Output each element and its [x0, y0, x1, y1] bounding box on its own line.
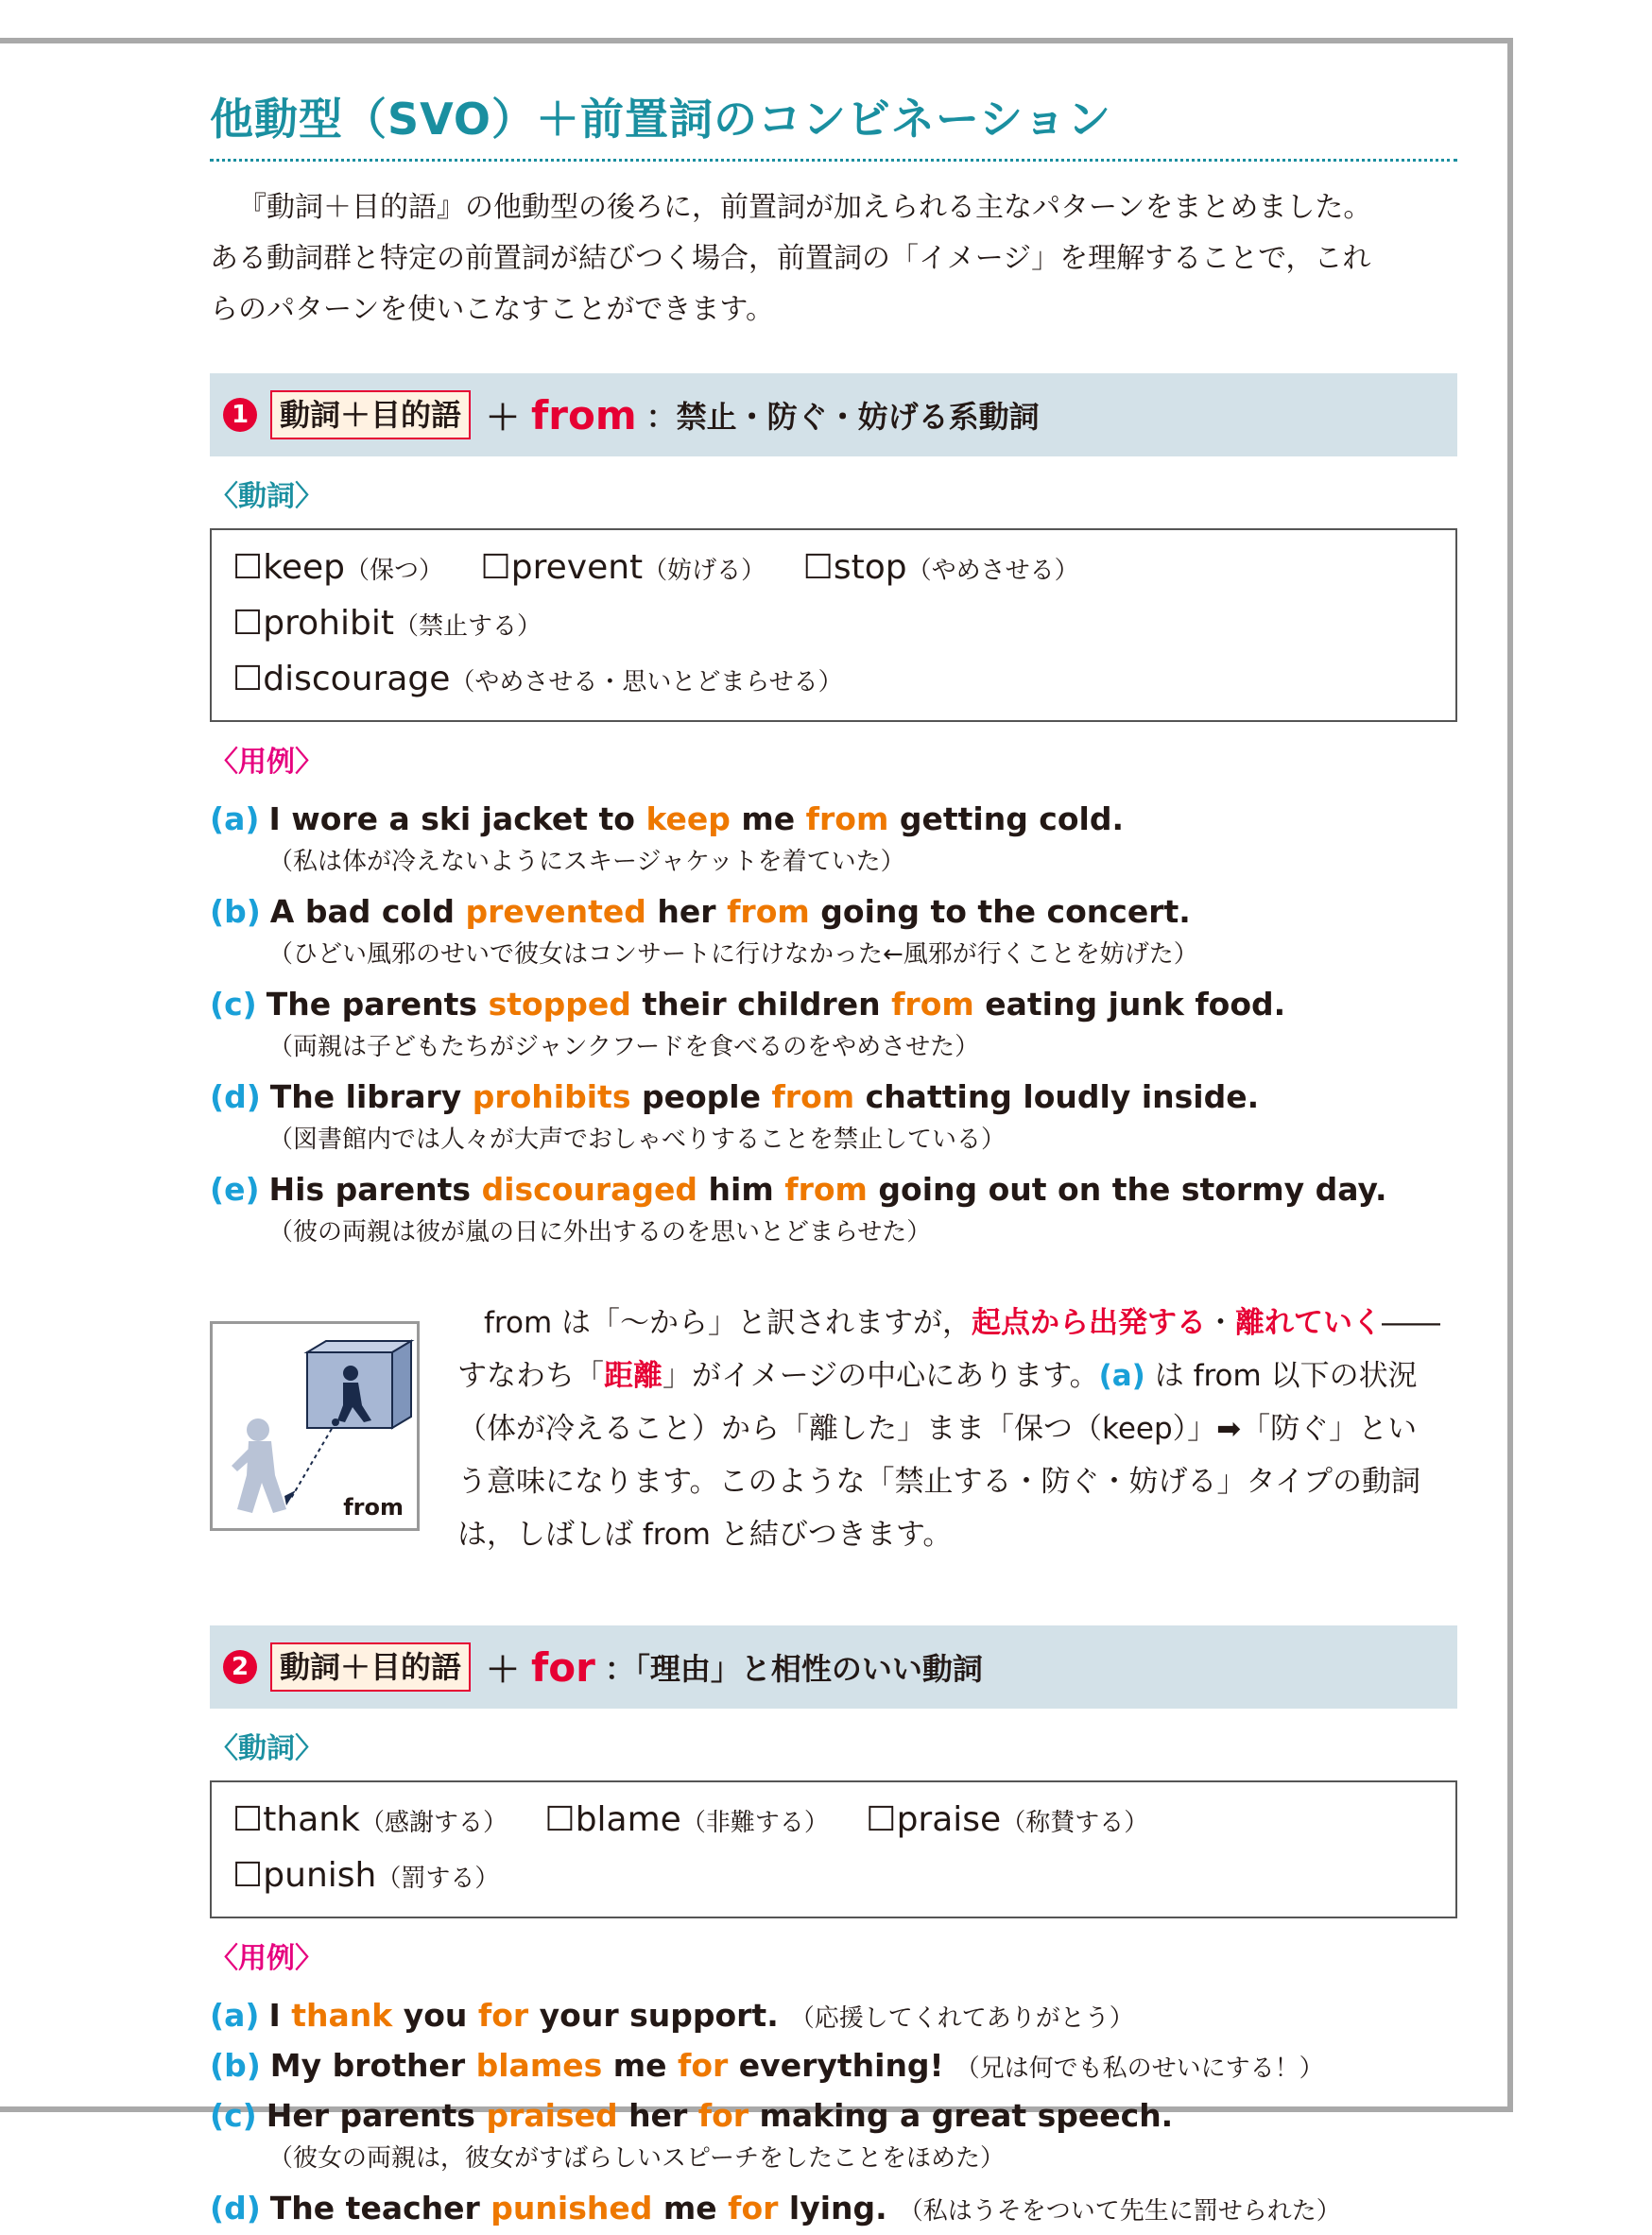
runner-silhouette	[232, 1418, 286, 1513]
verb-item: ☐keep（保つ）	[232, 548, 444, 587]
explain-highlight: 距離	[604, 1359, 663, 1393]
explain-example-ref: (a)	[1098, 1359, 1145, 1393]
explain-text: 」がイメージの中心にあります。	[663, 1359, 1099, 1393]
explain-text: from は「～から」と訳されますが，	[484, 1306, 972, 1340]
verb-jp: （やめさせる）	[906, 557, 1079, 585]
example-translation: （兄は何でも私のせいにする！）	[955, 2054, 1324, 2083]
section2-subtitle: ：「理由」と相性のいい動詞	[604, 1651, 983, 1687]
section2-preposition: for	[531, 1643, 595, 1691]
verb-item: ☐prohibit（禁止する）	[232, 604, 542, 643]
verb-item: ☐discourage（やめさせる・思いとどまらせる）	[232, 660, 843, 698]
section2-examples-label: 〈用例〉	[210, 1942, 323, 1975]
section1-pattern-box: 動詞＋目的語	[270, 390, 471, 439]
origin-point	[332, 1418, 339, 1426]
example-text: me	[652, 2190, 729, 2226]
section2-verbs-label: 〈動詞〉	[210, 1732, 323, 1765]
example-text: My brother	[269, 2047, 476, 2084]
example-translation: （彼女の両親は，彼女がすばらしいスピーチをしたことをほめた）	[268, 2144, 1005, 2173]
example-prep: for	[678, 2047, 729, 2084]
from-explanation-text	[457, 1297, 1459, 1561]
example-text: him	[697, 1171, 785, 1208]
example-text: people	[630, 1078, 772, 1115]
example-text: The parents	[266, 986, 489, 1023]
example-verb: discouraged	[481, 1171, 698, 1208]
verb-jp: （保つ）	[345, 557, 444, 585]
example-sentence	[210, 2042, 1457, 2092]
example-translation: （両親は子どもたちがジャンクフードを食べるのをやめさせた）	[268, 1033, 980, 1061]
verb-jp: （やめさせる・思いとどまらせる）	[450, 668, 843, 696]
example-sentence	[210, 2185, 1457, 2235]
verb-jp: （禁止する）	[393, 612, 542, 641]
example-label: (a)	[210, 1997, 260, 2034]
explain-text: は from 以下の状況	[1144, 1359, 1418, 1393]
example-sentence	[210, 1992, 1457, 2042]
verb-item: ☐punish（罰する）	[232, 1856, 500, 1895]
section1-plus: ＋	[486, 398, 521, 438]
example-text: her	[645, 893, 728, 930]
example-text: Her parents	[266, 2097, 487, 2134]
example-translation: （彼の両親は彼が嵐の日に外出するのを思いとどまらせた）	[268, 1218, 932, 1246]
example-text: lying.	[778, 2190, 887, 2226]
section2-number-badge: 2	[223, 1650, 257, 1684]
section1-number-badge: 1	[223, 398, 257, 432]
example-prep: from	[805, 800, 889, 837]
example-sentence	[210, 796, 1457, 843]
path-line	[290, 1422, 336, 1500]
example-sentence	[210, 888, 1457, 936]
example-text: everything!	[728, 2047, 944, 2084]
example-label: (d)	[210, 1078, 261, 1115]
example-label: (c)	[210, 986, 257, 1023]
example-verb: prohibits	[472, 1078, 631, 1115]
figure-label: from	[343, 1494, 404, 1521]
example-translation: （図書館内では人々が大声でおしゃべりすることを禁止している）	[268, 1126, 1007, 1154]
section1-examples-label: 〈用例〉	[210, 746, 323, 779]
example-text: you	[392, 1997, 478, 2034]
example-prep: for	[477, 1997, 529, 2034]
example-prep: from	[784, 1171, 868, 1208]
example-verb: praised	[486, 2097, 618, 2134]
explain-highlight: 起点から出発する	[972, 1306, 1206, 1340]
explain-highlight: 離れていく	[1235, 1306, 1382, 1340]
section1-header	[210, 373, 1457, 456]
example-text: their children	[630, 986, 892, 1023]
example-text: The library	[269, 1078, 473, 1115]
section1-preposition: from	[531, 391, 637, 438]
verb-en: punish	[263, 1856, 377, 1895]
verb-item: ☐prevent（妨げる）	[480, 548, 766, 587]
verb-en: blame	[575, 1800, 681, 1839]
verb-en: discourage	[263, 660, 451, 698]
explain-text: ――	[1382, 1306, 1440, 1340]
example-text: A bad cold	[269, 893, 466, 930]
example-text: going out on the stormy day.	[867, 1171, 1387, 1208]
section2-header	[210, 1625, 1457, 1709]
example-sentence	[210, 1166, 1457, 1213]
example-prep: from	[727, 893, 810, 930]
example-prep: for	[697, 2097, 749, 2134]
verb-en: prevent	[510, 548, 644, 587]
verb-item: ☐blame（非難する）	[544, 1800, 829, 1839]
verb-en: thank	[263, 1800, 360, 1839]
intro-line: 『動詞＋目的語』の他動型の後ろに，前置詞が加えられる主なパターンをまとめました。	[238, 191, 1372, 224]
example-prep: for	[728, 2190, 779, 2226]
cube-shape	[307, 1341, 411, 1428]
example-verb: punished	[490, 2190, 653, 2226]
page-title: 他動型（SVO）＋前置詞のコンビネーション	[210, 94, 1112, 145]
example-translation: （ひどい風邪のせいで彼女はコンサートに行けなかった←風邪が行くことを妨げた）	[268, 940, 1198, 969]
example-text: making a great speech.	[749, 2097, 1174, 2134]
explain-text: （体が冷えること）から「離した」まま「保つ（keep）」➡「防ぐ」とい	[457, 1412, 1418, 1446]
example-label: (c)	[210, 2097, 257, 2134]
example-prep: from	[771, 1078, 855, 1115]
explain-text: う意味になります。このような「禁止する・防ぐ・妨げる」タイプの動詞	[457, 1465, 1420, 1499]
intro-paragraph	[210, 182, 1457, 335]
example-text: chatting loudly inside.	[854, 1078, 1260, 1115]
section2-plus: ＋	[486, 1650, 521, 1690]
example-label: (a)	[210, 800, 260, 837]
example-text: going to the concert.	[809, 893, 1191, 930]
explain-text: ・	[1206, 1306, 1235, 1340]
example-translation: （応援してくれてありがとう）	[789, 2004, 1134, 2033]
example-text: your support.	[528, 1997, 779, 2034]
example-text: her	[617, 2097, 698, 2134]
explain-text: は，しばしば from と結びつきます。	[457, 1518, 953, 1552]
example-verb: prevented	[465, 893, 646, 930]
example-verb: thank	[291, 1997, 393, 2034]
verb-en: keep	[263, 548, 345, 587]
verb-en: prohibit	[263, 604, 394, 643]
verb-item: ☐stop（やめさせる）	[802, 548, 1079, 587]
example-text: I	[268, 1997, 292, 2034]
example-translation: （私はうそをついて先生に罰せられた）	[898, 2197, 1341, 2226]
example-label: (e)	[210, 1171, 260, 1208]
verb-item: ☐praise（称賛する）	[866, 1800, 1149, 1839]
example-text: me	[730, 800, 806, 837]
title-divider	[210, 159, 1457, 162]
section2-pattern-box: 動詞＋目的語	[270, 1642, 471, 1692]
example-text: His parents	[268, 1171, 482, 1208]
verb-en: stop	[833, 548, 907, 587]
example-verb: keep	[645, 800, 731, 837]
example-translation: （私は体が冷えないようにスキージャケットを着ていた）	[268, 848, 905, 876]
example-sentence	[210, 1074, 1457, 1121]
example-text: me	[602, 2047, 678, 2084]
example-prep: from	[891, 986, 974, 1023]
verb-jp: （称賛する）	[1001, 1809, 1149, 1837]
arrow-head-icon	[284, 1490, 296, 1505]
example-label: (b)	[210, 2047, 261, 2084]
verb-jp: （非難する）	[680, 1809, 829, 1837]
intro-line: ある動詞群と特定の前置詞が結びつく場合，前置詞の「イメージ」を理解することで，これ	[210, 242, 1371, 275]
example-text: I wore a ski jacket to	[268, 800, 646, 837]
section1-subtitle: ：禁止・防ぐ・妨げる系動詞	[645, 399, 1040, 435]
section2-examples	[210, 1992, 1457, 2235]
example-label: (b)	[210, 893, 261, 930]
example-verb: stopped	[488, 986, 631, 1023]
from-explanation	[210, 1297, 1457, 1580]
example-verb: blames	[475, 2047, 603, 2084]
verb-jp: （罰する）	[376, 1865, 500, 1893]
verb-jp: （妨げる）	[643, 557, 766, 585]
explain-text: すなわち「	[457, 1359, 604, 1393]
intro-line: らのパターンを使いこなすことができます。	[210, 293, 774, 326]
verb-jp: （感謝する）	[359, 1809, 508, 1837]
example-sentence	[210, 981, 1457, 1028]
example-sentence	[210, 2092, 1457, 2140]
section2-verb-list	[210, 1780, 1457, 1918]
example-text: The teacher	[269, 2190, 491, 2226]
from-illustration	[210, 1321, 420, 1531]
section1-verb-list	[210, 528, 1457, 722]
section1-examples	[210, 796, 1457, 1251]
example-label: (d)	[210, 2190, 261, 2226]
page-content	[210, 85, 1457, 2235]
verb-item: ☐thank（感謝する）	[232, 1800, 508, 1839]
example-text: getting cold.	[888, 800, 1125, 837]
example-text: eating junk food.	[973, 986, 1286, 1023]
verb-en: praise	[896, 1800, 1002, 1839]
section1-verbs-label: 〈動詞〉	[210, 480, 323, 513]
